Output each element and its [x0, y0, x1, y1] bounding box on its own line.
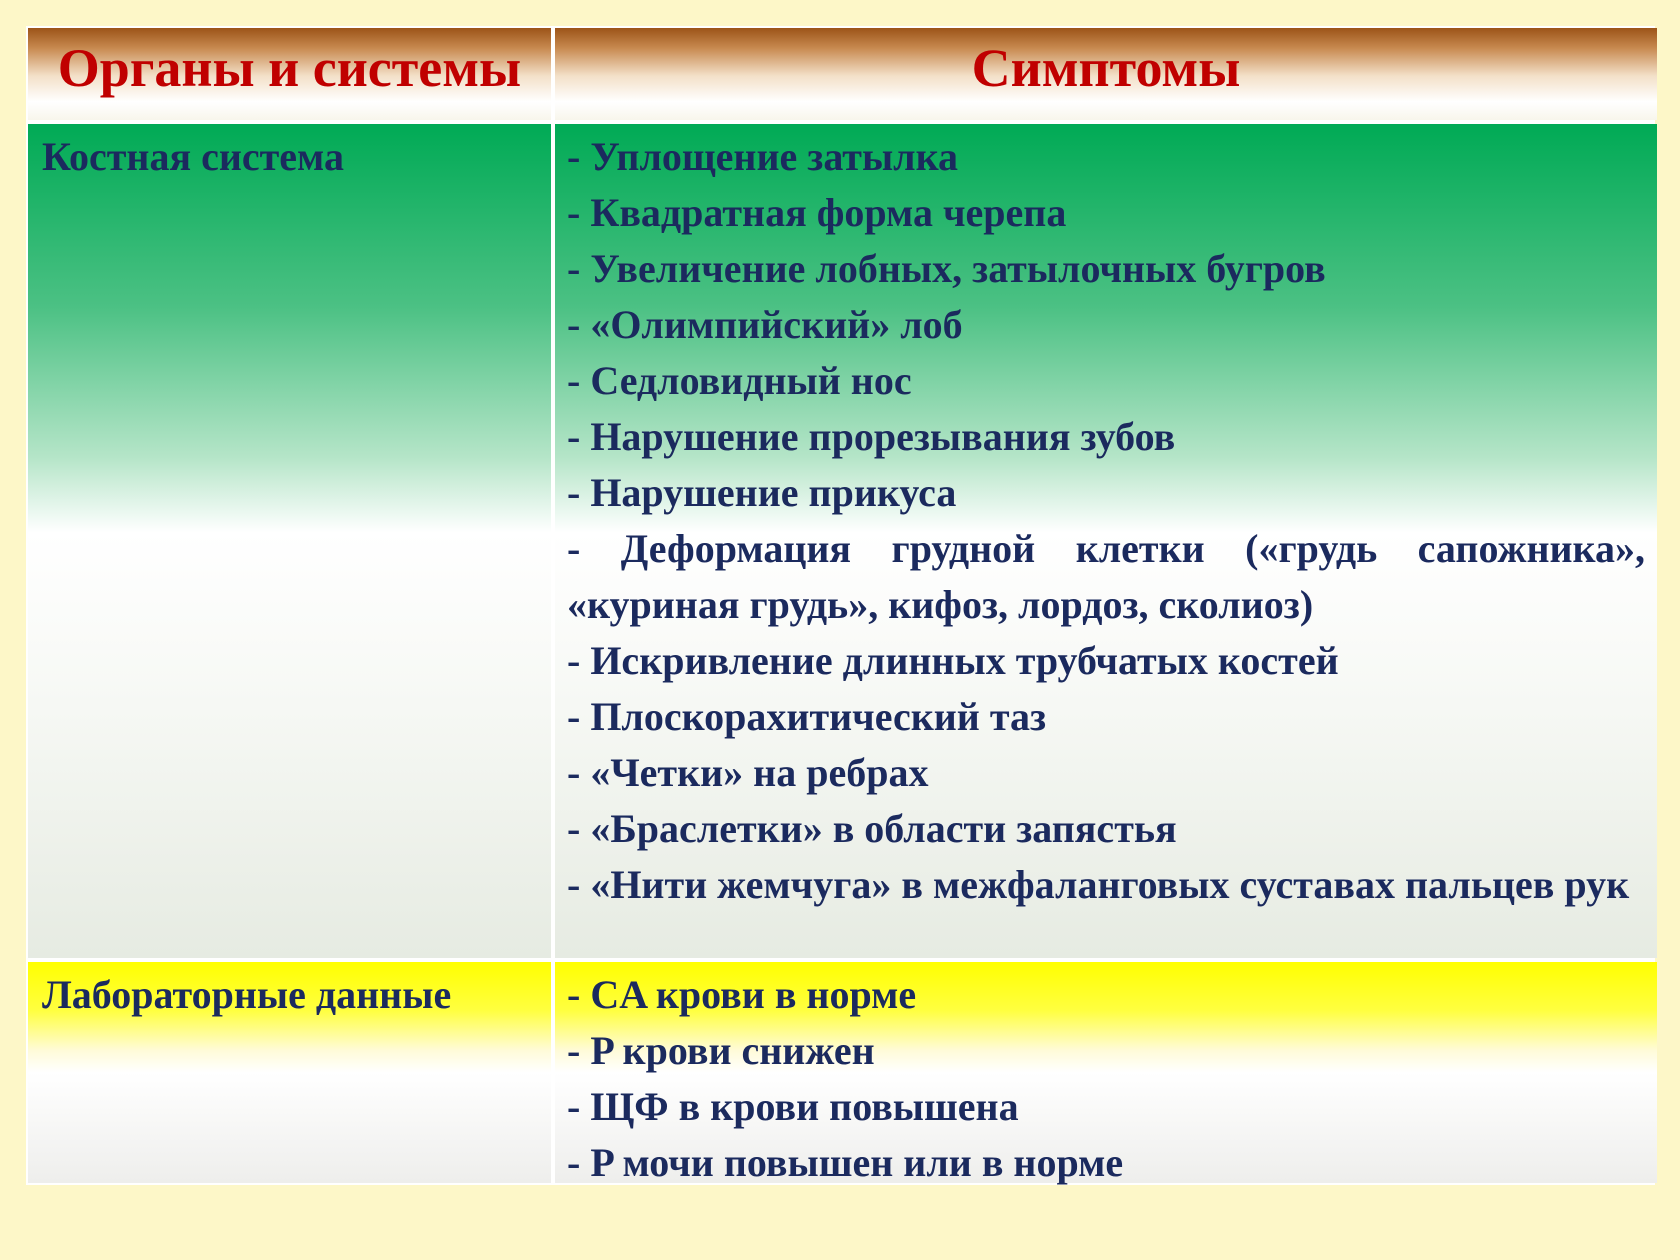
symptom-item: - «Браслетки» в области запястья	[567, 806, 1177, 851]
symptom-item: - ЩФ в крови повышена	[567, 1084, 1019, 1129]
symptom-item: - P мочи повышен или в норме	[567, 1140, 1124, 1185]
header-symptoms: Симптомы	[555, 28, 1657, 120]
symptom-list-lab-data	[555, 962, 1657, 1183]
symptom-item: - «Нити жемчуга» в межфаланговых суставах пальцев рук	[567, 862, 1630, 907]
symptom-item: - P крови снижен	[567, 1028, 875, 1073]
symptom-item: - Уплощение затылка	[567, 134, 959, 179]
symptom-item: - CA крови в норме	[567, 972, 917, 1017]
symptom-item: - Седловидный нос	[567, 358, 912, 403]
symptom-item: - Искривление длинных трубчатых костей	[567, 638, 1339, 683]
symptom-item: - Плоскорахитический таз	[567, 694, 1047, 739]
symptom-item: - Нарушение прикуса	[567, 470, 957, 515]
symptom-item: - Деформация грудной клетки («грудь сапожника», «куриная грудь», кифоз, лордоз, сколиоз)	[567, 526, 1645, 627]
row-label-bone-system: Костная система	[28, 124, 551, 958]
symptom-item: - Увеличение лобных, затылочных бугров	[567, 246, 1326, 291]
symptoms-table	[26, 26, 1655, 1185]
symptom-item: - «Олимпийский» лоб	[567, 302, 963, 347]
header-organs: Органы и системы	[28, 28, 551, 120]
row-label-lab-data: Лабораторные данные	[28, 962, 551, 1183]
symptom-item: - Квадратная форма черепа	[567, 190, 1067, 235]
symptom-list-bone-system	[555, 124, 1657, 958]
symptom-item: - «Четки» на ребрах	[567, 750, 929, 795]
symptom-item: - Нарушение прорезывания зубов	[567, 414, 1176, 459]
